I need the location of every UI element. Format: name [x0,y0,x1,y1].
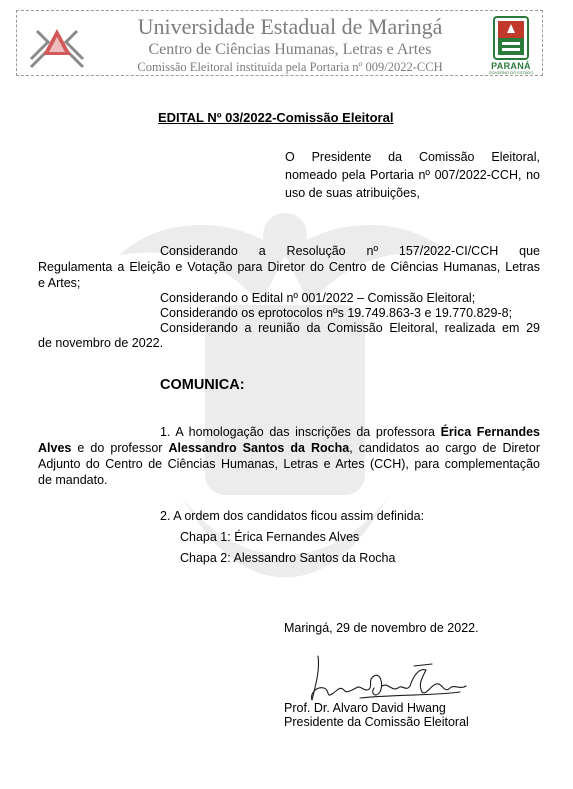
commission-subtitle: Comissão Eleitoral instituída pela Portaria nº 009/2022-CCH [137,60,443,74]
item-1-line-1-text: 1. A homologação das inscrições da professora [160,425,441,439]
uem-logo-icon [27,19,87,69]
item-1-line-2-mid: e do professor [71,441,169,455]
candidate-2-name: Alessandro Santos da Rocha [168,441,350,455]
candidate-1-first-name: Érica Fernandes [440,425,541,439]
item-1-line-4: de mandato. [38,473,108,487]
considerando-1-line-2: Regulamenta a Eleição e Votação para Diretor do Centro de Ciências Humanas, Letras [38,260,540,274]
item-1-line-1 [160,425,540,440]
item-1-line-2 [38,441,540,456]
signer-name: Prof. Dr. Alvaro David Hwang [284,701,446,715]
intro-line-2: nomeado pela Portaria nº 007/2022-CCH, no [285,168,540,182]
item-1-line-2-end: , candidatos ao cargo de Diretor [349,441,540,455]
parana-shield-icon [485,15,537,61]
intro-line-1: O Presidente da Comissão Eleitoral, [285,150,540,164]
date-place: Maringá, 29 de novembro de 2022. [284,621,479,635]
considerando-4-line-2: de novembro de 2022. [38,336,164,350]
document-title: EDITAL Nº 03/2022-Comissão Eleitoral [158,110,394,125]
parana-logo [485,15,537,73]
parana-logo-subtext: GOVERNO DO ESTADO [488,70,534,75]
considerando-2: Considerando o Edital nº 001/2022 – Comissão Eleitoral; [160,291,476,305]
item-1-line-3: Adjunto do Centro de Ciências Humanas, Letras e Artes (CCH), para complementação [38,457,540,471]
signer-role: Presidente da Comissão Eleitoral [284,715,469,729]
center-name: Centro de Ciências Humanas, Letras e Artes [148,41,432,58]
chapa-1: Chapa 1: Érica Fernandes Alves [180,530,360,544]
considerando-4-line-1: Considerando a reunião da Comissão Eleitoral, realizada em 29 [160,321,540,335]
chapa-2: Chapa 2: Alessandro Santos da Rocha [180,551,396,565]
considerando-1-line-3: e Artes; [38,276,81,290]
candidate-1-last-name: Alves [38,441,72,455]
item-2-intro: 2. A ordem dos candidatos ficou assim definida: [160,509,425,523]
university-name: Universidade Estadual de Maringá [137,14,443,39]
parana-logo-text: PARANÁ [491,61,531,71]
letterhead [16,10,543,76]
considerando-3: Considerando os eprotocolos nºs 19.749.863-3 e 19.770.829-8; [160,306,513,320]
considerando-1-line-1: Considerando a Resolução nº 157/2022-CI/CCH que [160,244,540,258]
intro-line-3: uso de suas atribuições, [285,186,420,200]
handwritten-signature-icon [310,654,470,704]
comunica-heading: COMUNICA: [160,377,245,393]
